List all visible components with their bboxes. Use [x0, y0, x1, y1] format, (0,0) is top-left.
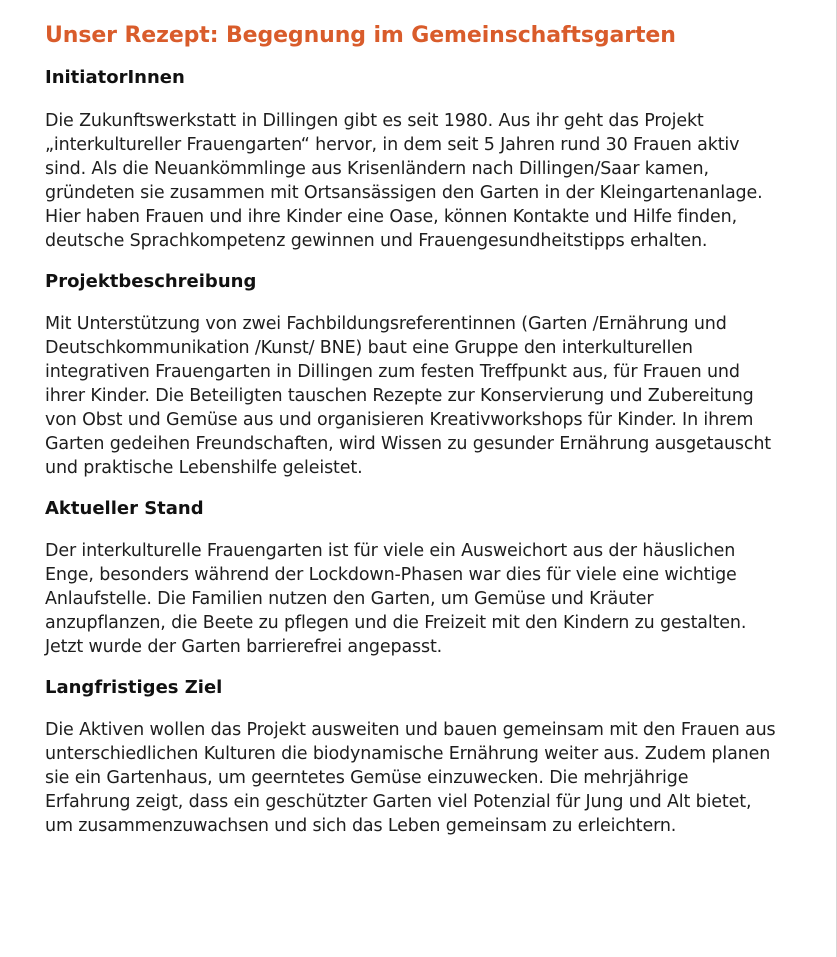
section-heading-langfristiges-ziel: Langfristiges Ziel [45, 677, 223, 698]
section-body-aktueller-stand: Der interkulturelle Frauengarten ist für viele ein Ausweichort aus der häuslichen Enge, besonders während der Lockdown-Phasen war dies für viele eine wichtige Anlaufstelle. Die Familien nutzen den Garten, um Gemüse und Kräuter anzupflanzen, die Beete zu pflegen und die Freizeit mit den Kindern zu gestalten. Jetzt wurde der Garten barrierefrei angepasst. [45, 541, 747, 657]
section-heading-initiatorinnen: InitiatorInnen [45, 67, 185, 88]
section-body-initiatorinnen: Die Zukunftswerkstatt in Dillingen gibt es seit 1980. Aus ihr geht das Projekt „interkultureller Frauengarten“ hervor, in dem seit 5 Jahren rund 30 Frauen aktiv sind. Als die Neuankömmlinge aus Krisenländern nach Dillingen/Saar kamen, gründeten sie zusammen mit Ortsansässigen den Garten in der Kleingartenanlage. Hier haben Frauen und ihre Kinder eine Oase, können Kontakte und Hilfe finden, deutsche Sprachkompetenz gewinnen und Frauengesundheitstipps erhalten. [45, 111, 763, 251]
section-body-langfristiges-ziel: Die Aktiven wollen das Projekt ausweiten und bauen gemeinsam mit den Frauen aus unterschiedlichen Kulturen die biodynamische Ernährung weiter aus. Zudem planen sie ein Gartenhaus, um geerntetes Gemüse einzuwecken. Die mehrjährige Erfahrung zeigt, dass ein geschützter Garten viel Potenzial für Jung und Alt bietet, um zusammenzuwachsen und sich das Leben gemeinsam zu erleichtern. [45, 720, 776, 836]
section-heading-aktueller-stand: Aktueller Stand [45, 498, 204, 519]
section-body-projektbeschreibung: Mit Unterstützung von zwei Fachbildungsreferentinnen (Garten /Ernährung und Deutschkommunikation /Kunst/ BNE) baut eine Gruppe den interkulturellen integrativen Frauengarten in Dillingen zum festen Treffpunkt aus, für Frauen und ihrer Kinder. Die Beteiligten tauschen Rezepte zur Konservierung und Zubereitung von Obst und Gemüse aus und organisieren Kreativworkshops für Kinder. In ihrem Garten gedeihen Freundschaften, wird Wissen zu gesunder Ernährung ausgetauscht und praktische Lebenshilfe geleistet. [45, 314, 771, 478]
section-heading-projektbeschreibung: Projektbeschreibung [45, 271, 257, 292]
page-title: Unser Rezept: Begegnung im Gemeinschaftsgarten [45, 23, 676, 48]
